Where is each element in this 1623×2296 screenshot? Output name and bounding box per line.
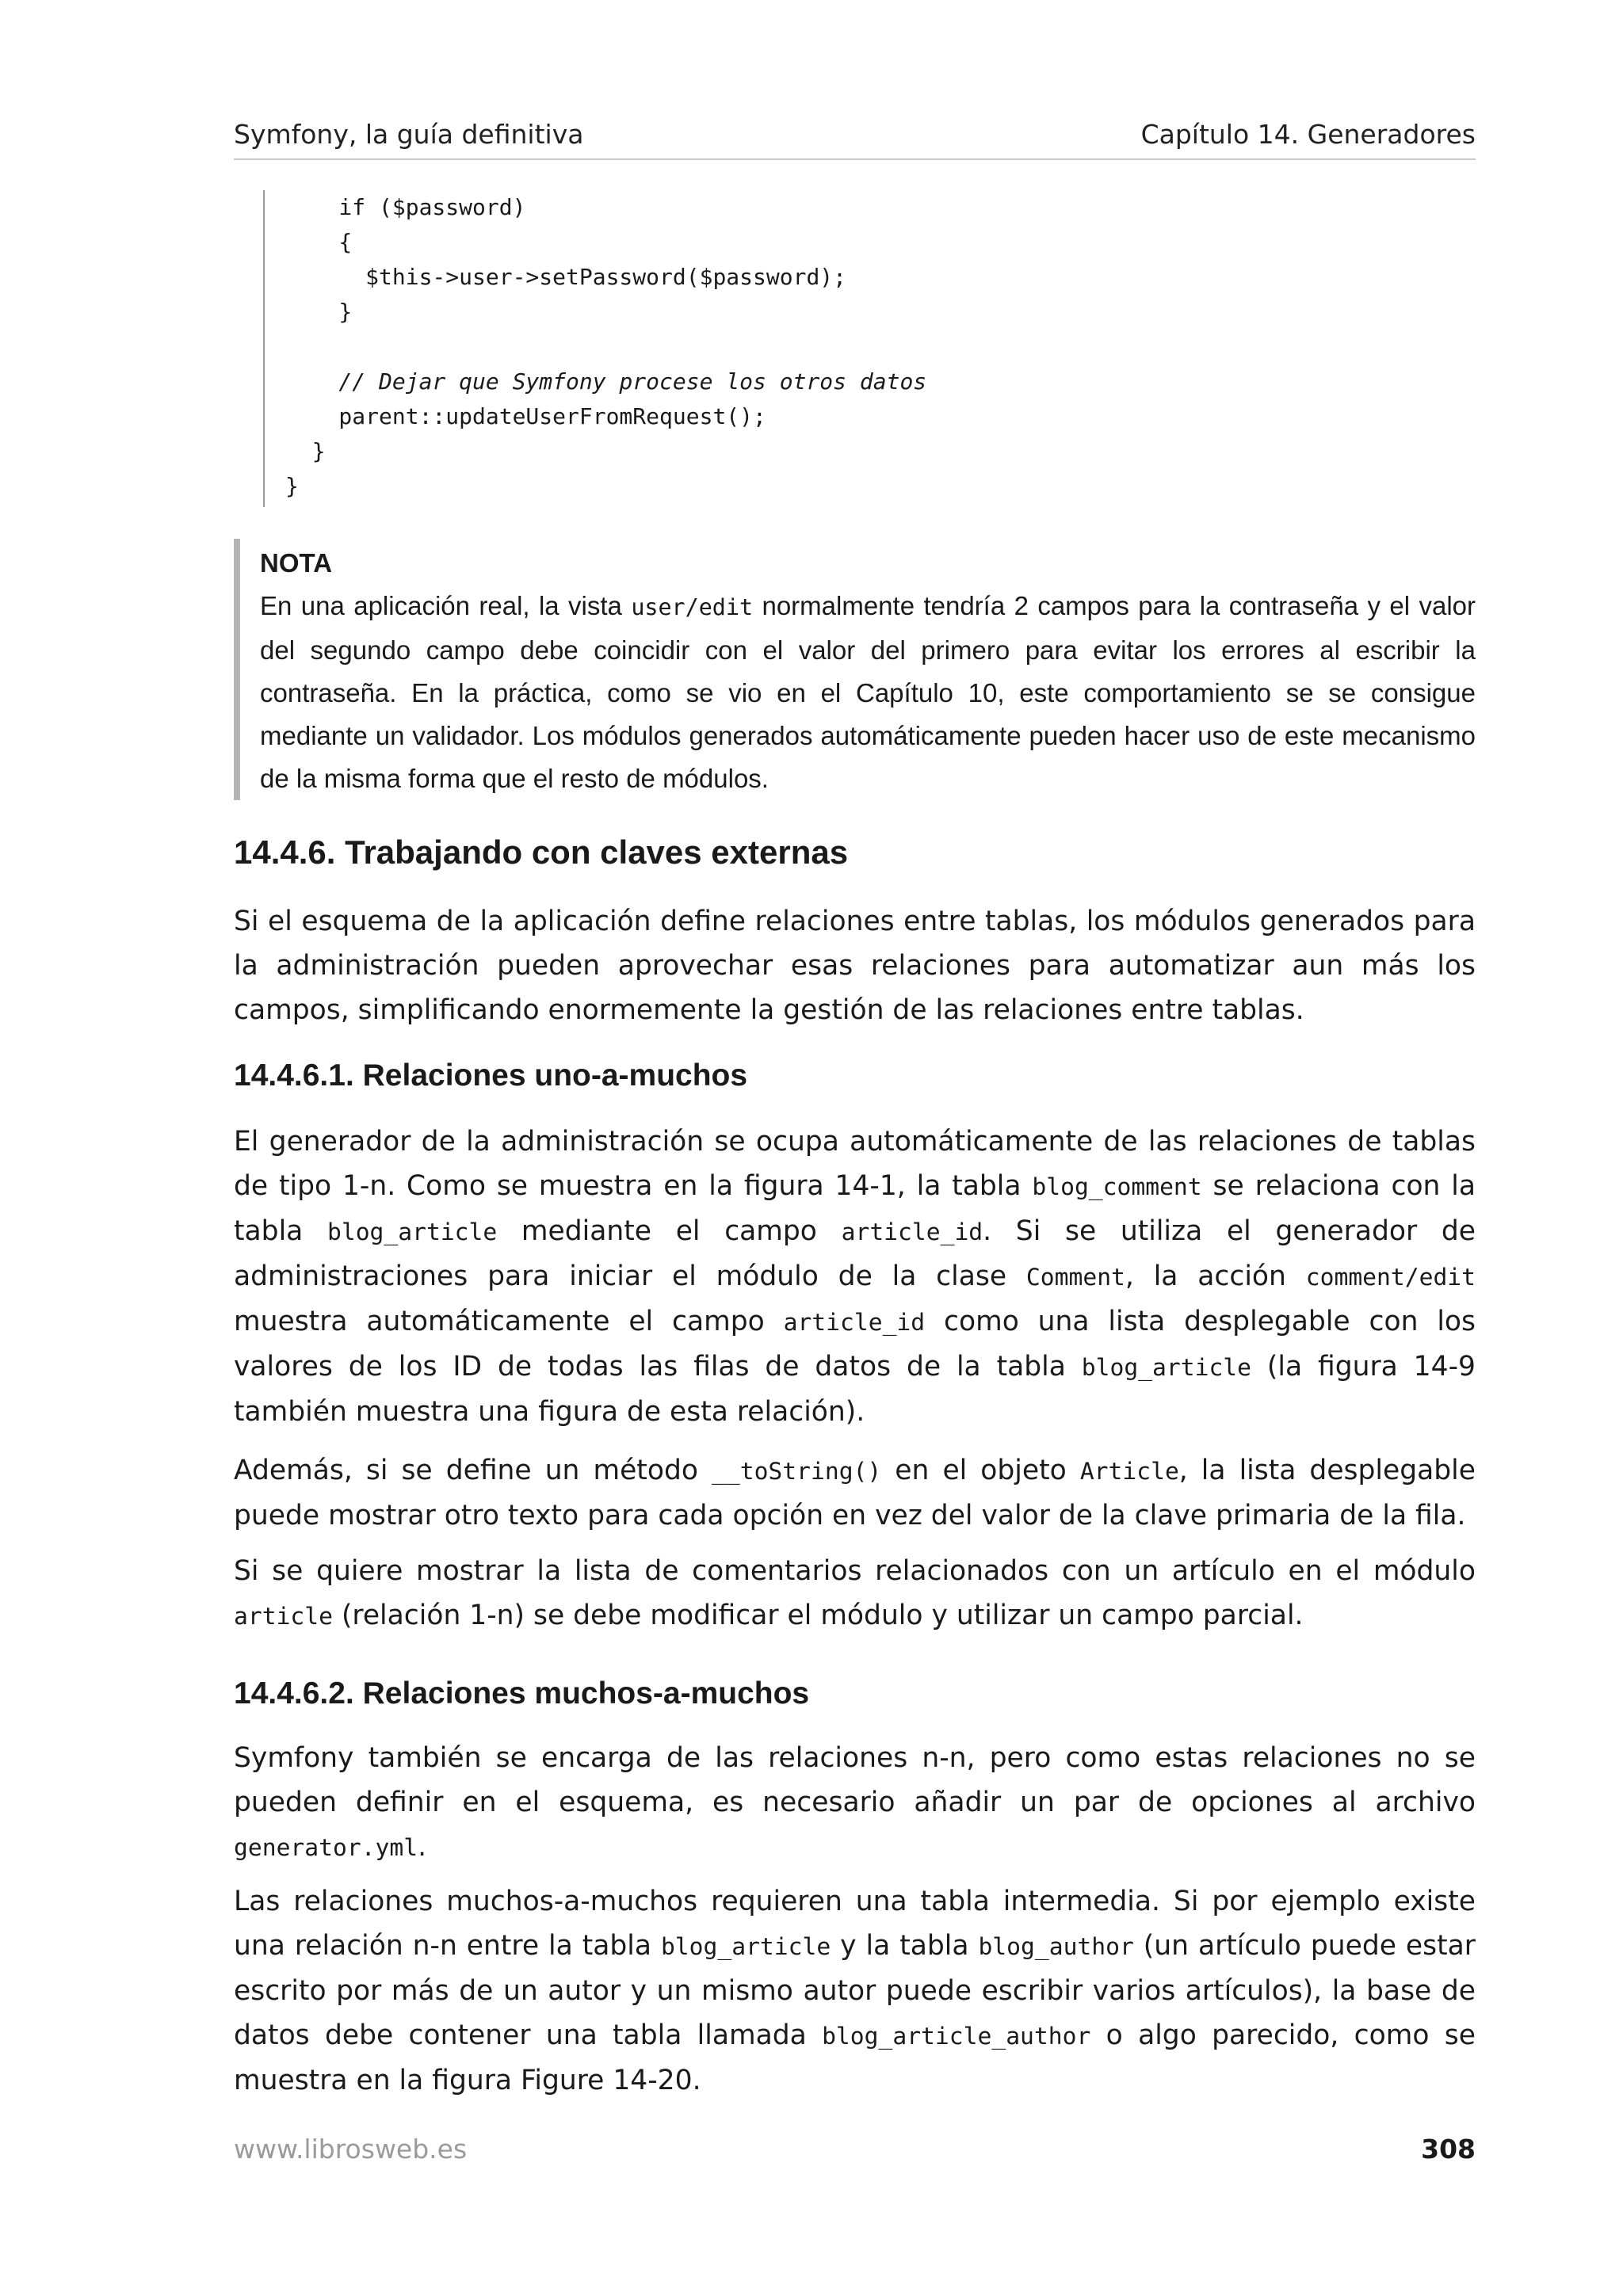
- subsection-heading-2: 14.4.6.2. Relaciones muchos-a-muchos: [234, 1676, 810, 1711]
- paragraph-one-to-many: El generador de la administración se ocupa automáticamente de las relaciones de tablas de tipo 1-n. Como se muestra en la figura 14-1, la tabla blog_comment se relaciona con la tabla blog_article mediante el campo article_id. Si se utiliza el generador de administraciones para iniciar el módulo de la clase Comment, la acción comment/edit muestra automáticamente el campo article_id como una lista desplegable con los valores de los ID de todas las filas de datos de la tabla blog_article (la figura 14-9 también muestra una figura de esta relación).: [234, 1126, 1476, 1428]
- inline-code: article_id: [783, 1308, 926, 1336]
- inline-code: generator.yml: [234, 1833, 418, 1861]
- paragraph-many-to-many-intro: Symfony también se encarga de las relaciones n-n, pero como estas relaciones no se pueden definir en el esquema, es necesario añadir un par de opciones al archivo generator.yml.: [234, 1742, 1476, 1863]
- paragraph-intermediate-table: Las relaciones muchos-a-muchos requieren una tabla intermedia. Si por ejemplo existe una relación n-n entre la tabla blog_article y la tabla blog_author (un artículo puede estar escrito por más de un autor y un mismo autor puede escribir varios artículos), la base de datos debe contener una tabla llamada blog_article_author o algo parecido, como se muestra en la figura Figure 14-20.: [234, 1886, 1476, 2096]
- code-block: [263, 190, 1216, 507]
- chapter-title: Capítulo 14. Generadores: [1140, 119, 1476, 150]
- inline-code: blog_article: [327, 1218, 498, 1245]
- code-line: }: [285, 438, 326, 464]
- inline-code: user/edit: [631, 594, 754, 620]
- code-line: parent::updateUserFromRequest();: [285, 403, 766, 429]
- inline-code: blog_article_author: [822, 2022, 1091, 2050]
- inline-code: blog_author: [978, 1932, 1134, 1960]
- subsection-heading-1: 14.4.6.1. Relaciones uno-a-muchos: [234, 1058, 748, 1093]
- paragraph-partial-field: Si se quiere mostrar la lista de comentarios relacionados con un artículo en el módulo article (relación 1-n) se debe modificar el módulo y utilizar un campo parcial.: [234, 1555, 1476, 1631]
- note-box: [234, 539, 1476, 800]
- note-text: normalmente tendría 2 campos para la contraseña y el valor del segundo campo debe coincidir con el valor del primero para evitar los errores al escribir la contraseña. En la práctica, como se vio en el Capítulo 10, este comportamiento se se consigue mediante un validador. Los módulos generados automáticamente pueden hacer uso de este mecanismo de la misma forma que el resto de módulos.: [260, 591, 1476, 793]
- code-comment-line: // Dejar que Symfony procese los otros datos: [285, 368, 927, 395]
- code-line: }: [285, 473, 299, 499]
- book-title: Symfony, la guía definitiva: [234, 119, 584, 150]
- inline-code: Article: [1079, 1457, 1179, 1485]
- page-number: 308: [1421, 2134, 1476, 2164]
- inline-code: Comment: [1025, 1263, 1125, 1291]
- note-text: En una aplicación real, la vista: [260, 591, 632, 620]
- code-line: }: [285, 299, 353, 325]
- inline-code: article_id: [841, 1218, 983, 1245]
- note-body: [260, 585, 1476, 800]
- inline-code: article: [234, 1602, 333, 1630]
- code-line: if ($password): [285, 194, 526, 220]
- paragraph-tostring: Además, si se define un método __toString() en el objeto Article, la lista desplegable puede mostrar otro texto para cada opción en vez del valor de la clave primaria de la fila.: [234, 1455, 1476, 1531]
- section-heading: 14.4.6. Trabajando con claves externas: [234, 833, 849, 871]
- inline-code: blog_article: [1081, 1353, 1252, 1381]
- inline-code: __toString(): [712, 1457, 882, 1485]
- code-line: $this->user->setPassword($password);: [285, 264, 847, 290]
- footer-site-link[interactable]: www.librosweb.es: [234, 2134, 468, 2164]
- code-line: {: [285, 229, 353, 255]
- page-header: [234, 119, 1476, 160]
- note-title: NOTA: [260, 548, 333, 578]
- section-intro-paragraph: Si el esquema de la aplicación define relaciones entre tablas, los módulos generados para la administración pueden aprovechar esas relaciones para automatizar aun más los campos, simplificando enormemente la gestión de las relaciones entre tablas.: [234, 906, 1476, 1026]
- inline-code: blog_article: [660, 1932, 831, 1960]
- inline-code: blog_comment: [1032, 1173, 1202, 1200]
- inline-code: comment/edit: [1305, 1263, 1476, 1291]
